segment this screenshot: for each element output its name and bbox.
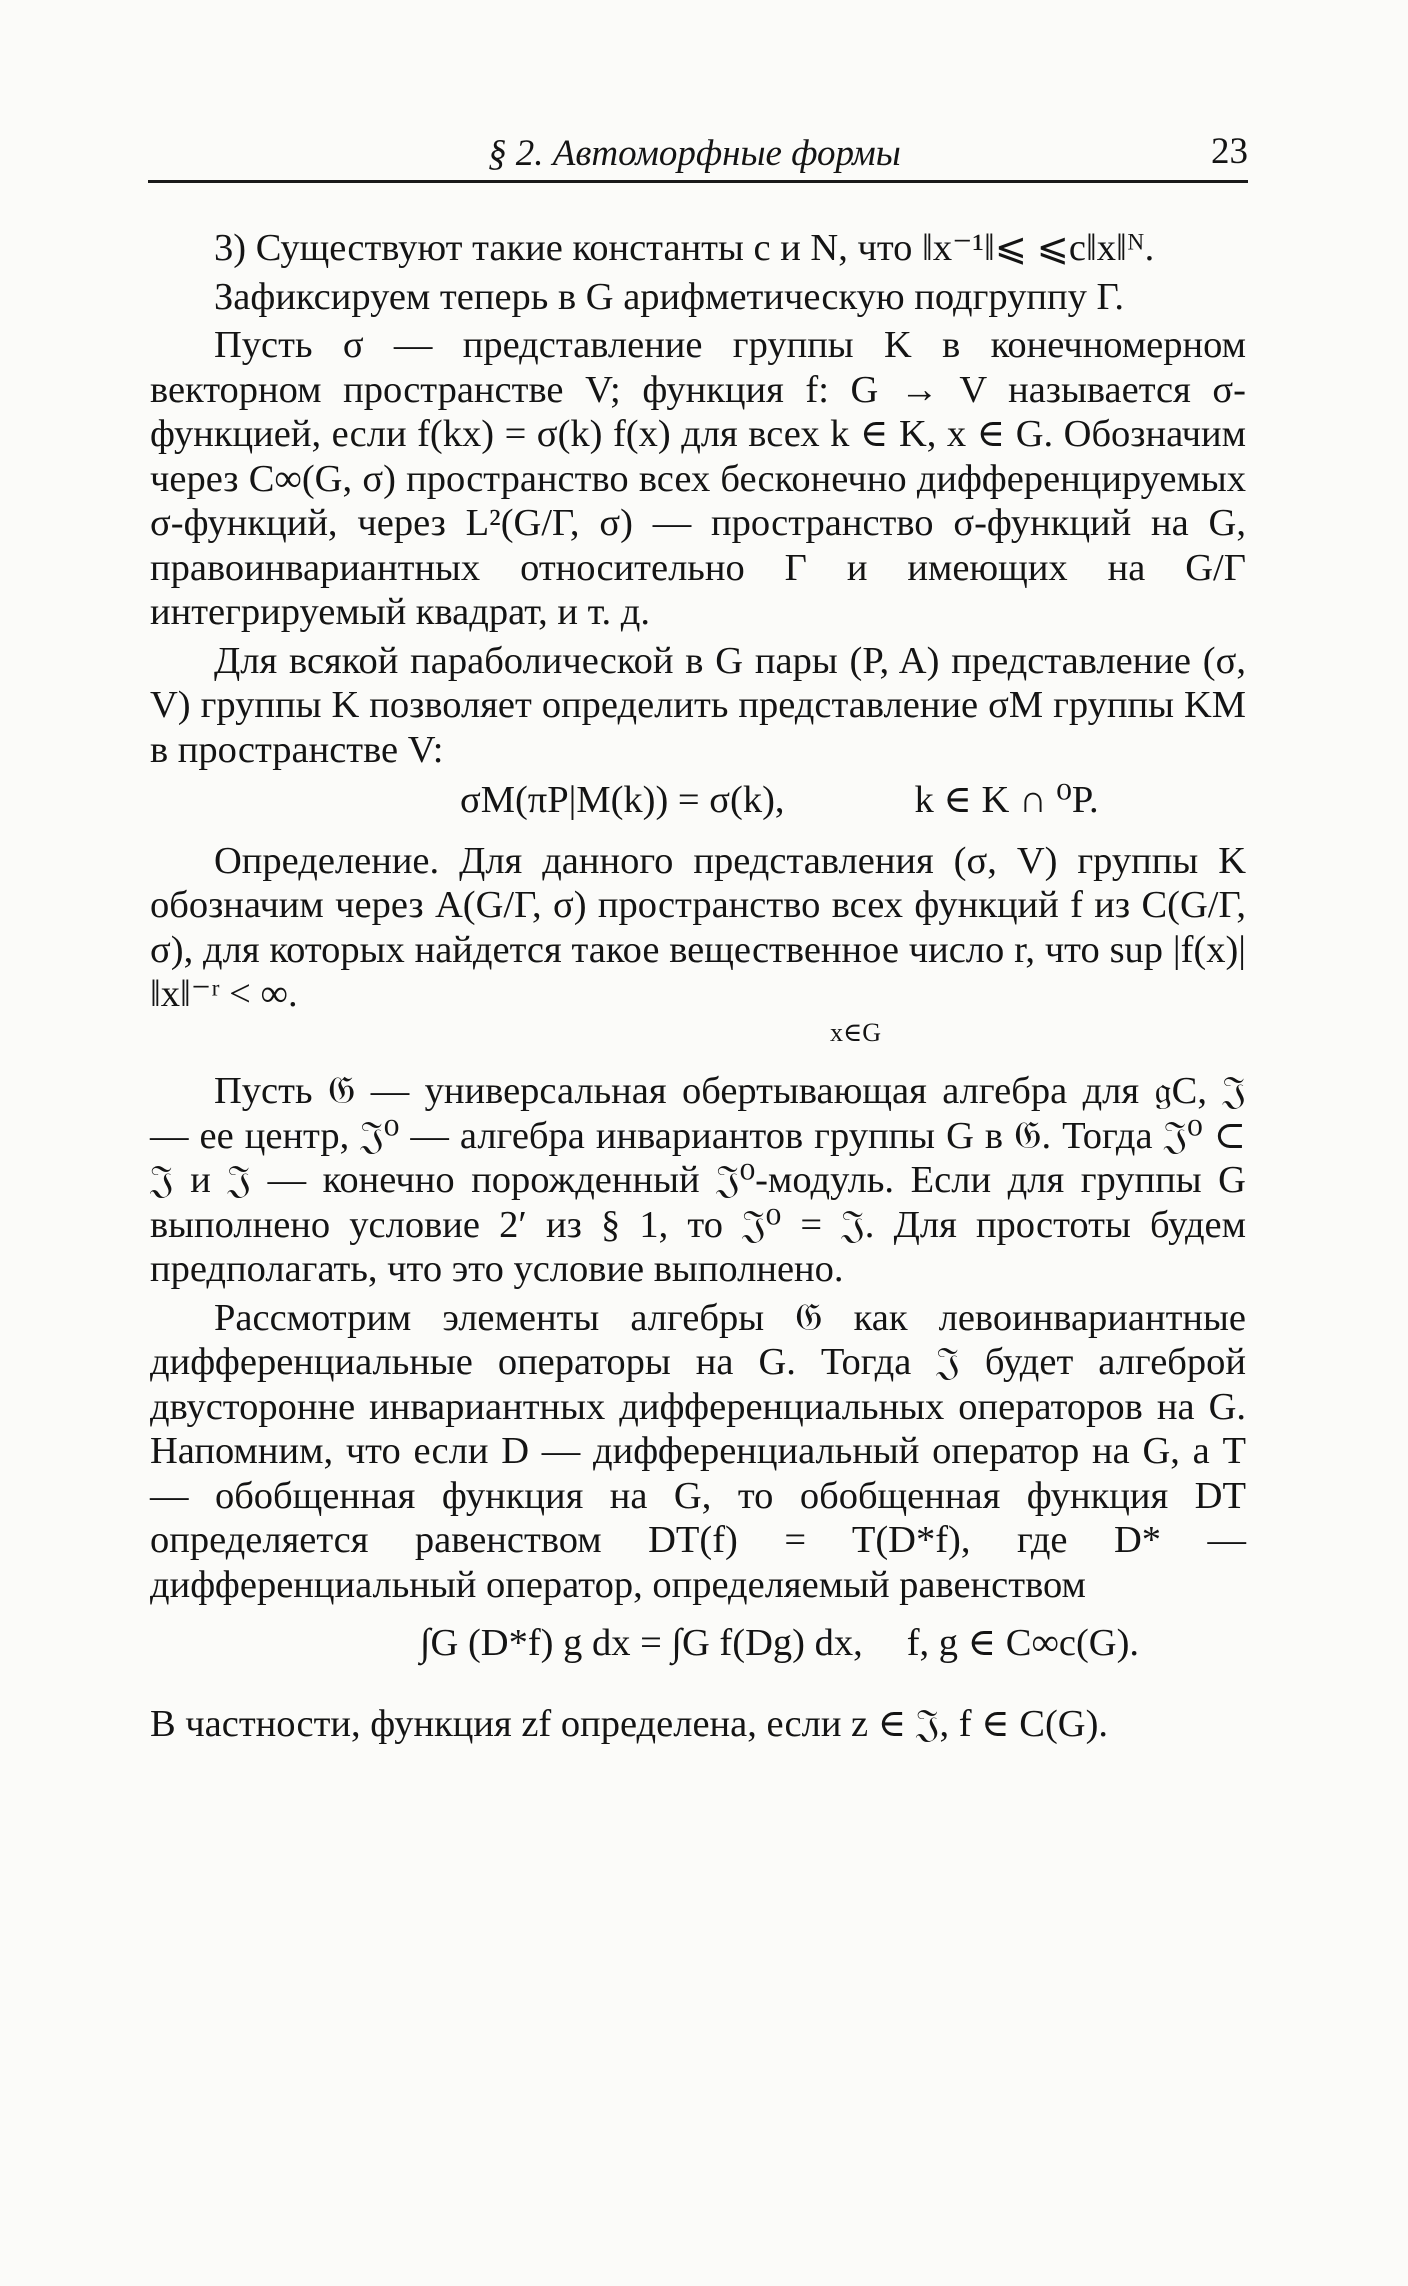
equation-sigma-m [150,778,1246,823]
header-title: § 2. Автоморфные формы [488,133,901,174]
paragraph-definition: Определение. Для данного представления (σ, V) группы K обозначим через A(G/Г, σ) пространство всех функций f из C(G/Г, σ), для которых найдется такое вещественное число r, что sup |f(x)| ‖x‖⁻ʳ < ∞. [150,839,1246,1015]
paragraph-final: В частности, функция zf определена, если z ∈ 𝔍, f ∈ C(G). [150,1702,1109,1745]
paragraph-differential-operators: Рассмотрим элементы алгебры 𝔊 как левоинвариантные дифференциальные операторы на G. Тогда 𝔍 будет алгеброй двусторонне инвариантных дифференциальных операторов на G. Напомним, что если D — дифференциальный оператор на G, а T — обобщенная функция на G, то обобщенная функция DT определяется равенством DT(f) = T(D*f), где D* — дифференциальный оператор, определяемый равенством [150,1296,1246,1606]
equation-sigma-m-right: k ∈ K ∩ ⁰P. [914,779,1099,821]
paragraph-arithmetic-subgroup: Зафиксируем теперь в G арифметическую подгруппу Г. [214,275,1124,318]
sup-subscript: x∈G [830,1017,882,1047]
equation-sigma-m-left: σM(πP|M(k)) = σ(k), [460,779,785,821]
equation-adjoint [150,1621,1246,1666]
paragraph-enveloping-algebra: Пусть 𝔊 — универсальная обертывающая алгебра для 𝔤C, 𝔍 — ее центр, 𝔍⁰ — алгебра инвариантов группы G в 𝔊. Тогда 𝔍⁰ ⊂ 𝔍 и 𝔍 — конечно порожденный 𝔍⁰-модуль. Если для группы G выполнено условие 2′ из § 1, то 𝔍⁰ = 𝔍. Для простоты будем предполагать, что это условие выполнено. [150,1070,1246,1290]
paragraph-condition-3: 3) Существуют такие константы c и N, что ‖x⁻¹‖⩽ ⩽c‖x‖ᴺ. [214,227,1155,269]
equation-adjoint-right: f, g ∈ C∞c(G). [906,1622,1140,1664]
equation-adjoint-left: ∫G (D*f) g dx = ∫G f(Dg) dx, [420,1622,863,1664]
page-number: 23 [1211,131,1248,172]
text-body [150,226,1246,1750]
running-header [148,124,1248,183]
paragraph-sigma-function: Пусть σ — представление группы K в конечномерном векторном пространстве V; функция f: G → V называется σ-функцией, если f(kx) = σ(k) f(x) для всех k ∈ K, x ∈ G. Обозначим через C∞(G, σ) пространство всех бесконечно дифференцируемых σ-функций, через L²(G/Г, σ) — пространство σ-функций на G, правоинвариантных относительно Г и имеющих на G/Г интегрируемый квадрат, и т. д. [150,324,1246,633]
paragraph-parabolic-pair: Для всякой параболической в G пары (P, A) представление (σ, V) группы K позволяет определить представление σM группы KM в пространстве V: [150,639,1246,771]
